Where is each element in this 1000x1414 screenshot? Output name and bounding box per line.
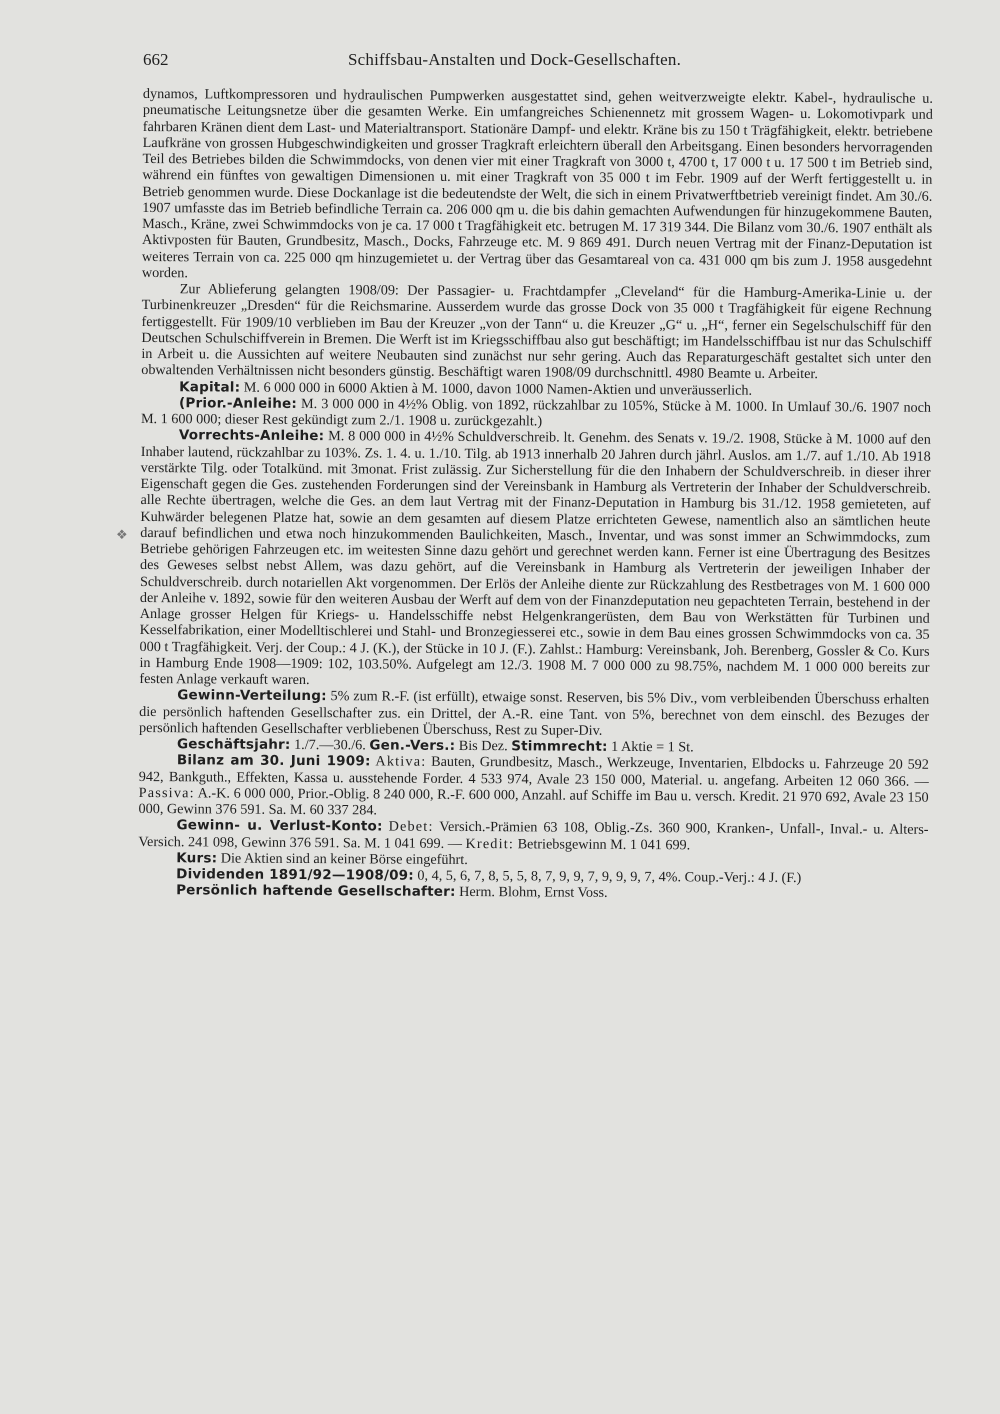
geschaeftsjahr-text: 1./7.—30./6. xyxy=(294,736,366,754)
gen-vers-label: Gen.-Vers.: xyxy=(369,737,456,754)
gewinn-verteilung-text: 5% zum R.-F. (ist erfüllt), etwaige sonst. Reserven, bis 5% Div., vom verbleibenden Überschuss erhalten die persönlich haftenden Gesellschafter zus. ein Drittel, der A.-R. eine Tant. von 5%, berechnet von dem einschl. des Bezuges der persönlich haftenden Gesellschafter verbliebenen Überschuss, Rest zu Super-Div. xyxy=(139,688,930,739)
paragraph-gewinn-verteilung xyxy=(139,687,929,741)
paragraph-intro: dynamos, Luftkompressoren und hydraulischen Pumpwerken ausgestattet sind, gehen weitverzweigte elektr. Kabel-, hydraulische u. pneumatische Leitungsnetze über die gesamten Werke. Ein umfangreiches Schienennetz mit grossem Wagen- u. Lokomotivpark und fahrbaren Kränen dient dem Last- und Materialtransport. Stationäre Dampf- und elektr. Kräne bis zu 150 t Trägfähigkeit, elektr. betriebene Laufkräne von grossen Hubgeschwindigkeiten und grosser Tragkraft erleichtern überall den Arbeitsgang. Einen besonders hervorragenden Teil des Betriebes bilden die Schwimmdocks, von denen vier mit einer Tragkraft von 3000 t, 4700 t, 17 000 t u. 17 500 t im Betrieb sind, während ein fünftes von gewaltigen Dimensionen u. mit einer Tragkraft von 35 000 t im Febr. 1909 auf der Werft fertiggestellt u. in Betrieb genommen wurde. Diese Dockanlage ist die bedeutendste der Welt, die sich in einem Privatwerftbetrieb vereinigt findet. Am 30./6. 1907 umfasste das im Betrieb befindliche Terrain ca. 206 000 qm u. die bis dahin gemachten Aufwendungen für hinzugekommene Bauten, Masch., Kräne, zwei Schwimmdocks von je ca. 17 000 t Tragfähigkeit etc. betrugen M. 17 319 344. Die Bilanz vom 30./6. 1907 enthält als Aktivposten für Bauten, Grundbesitz, Masch., Docks, Fahrzeuge etc. M. 9 869 491. Durch neuen Vertrag mit der Finanz-Deputation ist weiteres Terrain von ca. 225 000 qm hinzugemietet u. der Vertrag über das Gesamtareal von ca. 431 000 qm bis zum J. 1958 ausgedehnt worden. xyxy=(141,86,933,282)
geschaeftsjahr-label: Geschäftsjahr: xyxy=(176,736,291,753)
kredit-label: Kredit: xyxy=(465,835,515,852)
paragraph-bilanz xyxy=(139,752,929,822)
paragraph-prior-anleihe xyxy=(141,395,931,432)
kurs-label: Kurs: xyxy=(176,849,218,867)
passiva-label: Passiva: xyxy=(138,784,195,802)
paragraph-ablieferung: Zur Ablieferung gelangten 1908/09: Der Passagier- u. Frachtdampfer „Cleveland“ für die Hamburg-Amerika-Linie u. der Turbinenkreuzer „Dresden“ für die Reichsmarine. Ausserdem wurde das grosse Dock von 35 000 t Tragfähigkeit für eigene Rechnung fertiggestellt. Für 1909/10 verblieben im Bau der Kreuzer „von der Tann“ u. die Kreuzer „G“ u. „H“, ferner ein Segelschulschiff für den Deutschen Schulschiffverein in Bremen. Die Werft ist im Kriegsschiffbau also gut beschäftigt; im Handelsschiffbau ist nur das Schulschiff in Arbeit u. die Aussichten auf weitere Neubauten sind zunächst nur sehr gering. Auch das Reparaturgeschäft gestaltet sich unter den obwaltenden Verhältnissen nicht besonders günstig. Beschäftigt waren 1908/09 durchschnittl. 4980 Beamte u. Arbeiter. xyxy=(141,281,932,383)
guv-debet-text: Versich.-Prämien 63 108, Oblig.-Zs. 360 900, Kranken-, Unfall-, Inval.- u. Alters-Versich. 241 098, Gewinn 376 591. Sa. M. 1 041 699. — xyxy=(138,819,929,852)
page-body xyxy=(138,86,933,903)
paragraph-vorrechts-anleihe xyxy=(139,427,931,692)
guv-label: Gewinn- u. Verlust-Konto: xyxy=(176,817,383,835)
dividenden-text: 0, 4, 5, 6, 7, 8, 5, 5, 8, 7, 9, 9, 7, 9, 9, 9, 7, 4%. Coup.-Verj.: 4 J. (F.) xyxy=(417,867,802,887)
guv-kredit-text: Betriebsgewinn M. 1 041 699. xyxy=(517,835,691,853)
gen-vers-text: Bis Dez. xyxy=(458,737,508,755)
margin-mark-icon: ❖ xyxy=(116,528,128,543)
bilanz-label: Bilanz am 30. Juni 1909: xyxy=(176,752,371,770)
gewinn-verteilung-label: Gewinn-Verteilung: xyxy=(177,687,327,705)
running-title: Schiffsbau-Anstalten und Dock-Gesellschaften. xyxy=(348,50,682,69)
page-number: 662 xyxy=(143,50,169,69)
bilanz-passiva-text: A.-K. 6 000 000, Prior.-Oblig. 8 240 000, R.-F. 600 000, Anzahl. auf Schiffe im Bau u. versch. Kredit. 21 970 692, Avale 23 150 000, Gewinn 376 591. Sa. M. 60 337 284. xyxy=(138,785,929,819)
stimmrecht-label: Stimmrecht: xyxy=(511,738,608,755)
paragraph-gesellschafter xyxy=(138,882,928,903)
vorrechts-anleihe-label: Vorrechts-Anleihe: xyxy=(178,427,325,445)
kurs-text: Die Aktien sind an keiner Börse eingeführt. xyxy=(220,850,468,868)
aktiva-label: Aktiva: xyxy=(375,753,427,770)
stimmrecht-text: 1 Aktie = 1 St. xyxy=(611,738,694,756)
kapital-text: M. 6 000 000 in 6000 Aktien à M. 1000, davon 1000 Namen-Aktien und unveräusserlich. xyxy=(243,379,753,399)
debet-label: Debet: xyxy=(388,818,434,836)
kapital-label: Kapital: xyxy=(179,378,241,396)
bilanz-aktiva-text: Bauten, Grundbesitz, Masch., Werkzeuge, Inventarien, Elbdocks u. Fahrzeuge 20 592 942, Bankguth., Effekten, Kassa u. ausstehende Forder. 4 533 974, Avale 23 150 000, Material. u. angefang. Arbeiten 12 060 366. — xyxy=(138,754,929,790)
gesellschafter-label: Persönlich haftende Gesellschafter: xyxy=(176,882,456,901)
prior-anleihe-label: (Prior.-Anleihe: xyxy=(179,394,298,412)
dividenden-label: Dividenden 1891/92—1908/09: xyxy=(176,866,414,884)
paragraph-gewinn-verlust xyxy=(138,817,928,854)
vorrechts-anleihe-text: M. 8 000 000 in 4½% Schuldverschreib. lt. Genehm. des Senats v. 19./2. 1908, Stücke à M. 1000 auf den Inhaber lautend, rückzahlbar zu 103%. Zs. 1. 4. u. 1./10. Tilg. ab 1913 innerhalb 20 Jahren durch jährl. Auslos. am 1./7. auf 1./10. Ab 1918 verstärkte Tilg. oder Totalkünd. mit 3monat. Frist zulässig. Zur Sicherstellung für die den Inhabern der Schuldverschreib. in dieser ihrer Eigenschaft gegen die Ges. zustehenden Forderungen sind der Vereinsbank in Hamburg als Vertreterin der Inhaber der Schuldverschreib. alle Rechte übertragen, welche die Ges. an dem laut Vertrag mit der Finanz-Deputation in Hamburg bis 31./12. 1958 gemieteten, auf Kuhwärder belegenen Platze hat, sowie an dem gesamten auf diesem Platze errichteten Gewese, namentlich also an sämtlichen heute darauf befindlichen und etwa noch hinzukommenden Baulichkeiten, Masch., Inventar, und was sonst immer an Schwimmdocks, zum Betriebe gehörigen Fahrzeugen etc. im weitesten Sinne dazu gehört und gerechnet werden kann. Ferner ist eine Übertragung des Besitzes des Geweses selbst nebst Allem, was dazu gehört, auf die Vereinsbank in Hamburg als Vertreterin der jeweiligen Inhaber der Schuldverschreib. durch notariellen Akt vorgenommen. Der Erlös der Anleihe diente zur Rückzahlung des Restbetrages von M. 1 600 000 der Anleihe v. 1892, sowie für den weiteren Ausbau der Werft auf dem von der Finanzdeputation neu gepachteten Terrain, bestehend in der Anlage grosser Helgen für Kriegs- u. Handelsschiffe nebst Helgenkrangerüsten, dem Bau von Werkstätten für Turbinen und Kesselfabrikation, einer Modelltischlerei und Stahl- und Bronzegiesserei etc., sowie in dem Bau eines grossen Schwimmdocks von ca. 35 000 t Tragfähigkeit. Verj. der Coup.: 4 J. (K.), der Stücke in 10 J. (F.). Zahlst.: Hamburg: Vereinsbank, Joh. Berenberg, Gossler & Co. Kurs in Hamburg Ende 1908—1909: 102, 103.50%. Aufgelegt am 12./3. 1908 M. 7 000 000 zu 98.75%, nachdem M. 1 000 000 bereits zur festen Anlage verkauft waren. xyxy=(139,428,931,689)
page-header xyxy=(143,50,933,80)
gesellschafter-text: Herm. Blohm, Ernst Voss. xyxy=(459,884,608,902)
prior-anleihe-text: M. 3 000 000 in 4½% Oblig. von 1892, rückzahlbar zu 105%, Stücke à M. 1000. In Umlauf 30./6. 1907 noch M. 1 600 000; dieser Rest gekündigt zum 2./1. 1908 u. zurückgezahlt.) xyxy=(140,395,932,430)
